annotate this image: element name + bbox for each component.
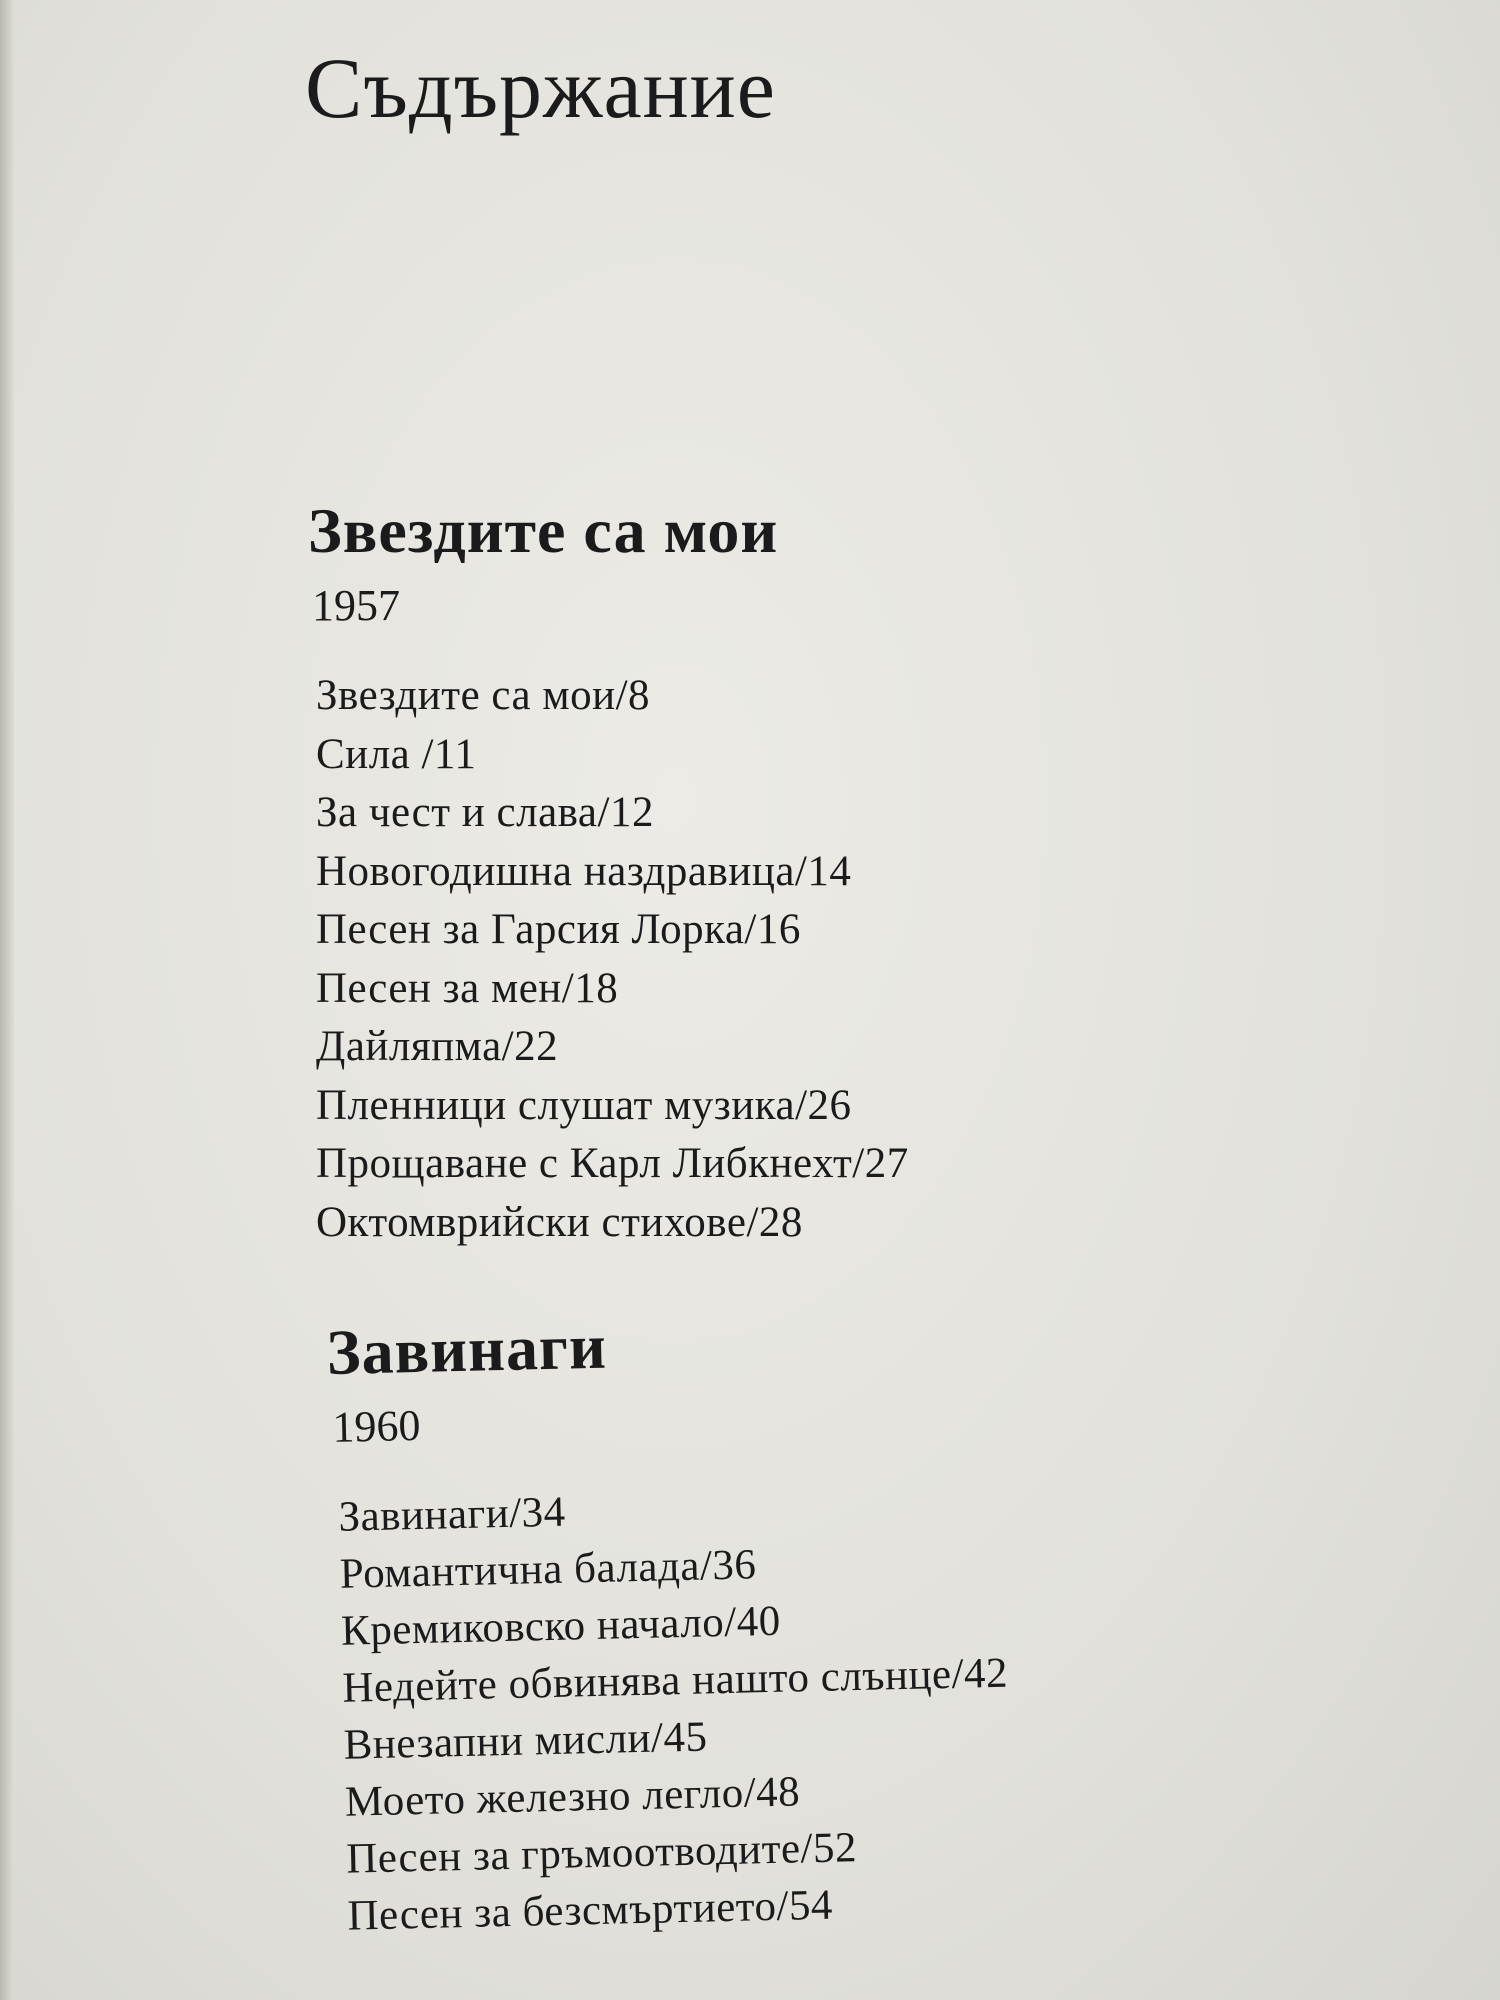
toc-entry: Прощаване с Карл Либкнехт/27 bbox=[316, 1140, 909, 1188]
toc-entry: Внезапни мисли/45 bbox=[343, 1713, 708, 1770]
toc-entry: Песен за Гарсия Лорка/16 bbox=[316, 906, 801, 954]
entry-list bbox=[330, 1474, 1014, 1945]
toc-entry: За чест и слава/12 bbox=[316, 789, 654, 837]
toc-entry: Пленници слушат музика/26 bbox=[316, 1081, 852, 1129]
toc-entry: Звездите са мои/8 bbox=[316, 672, 651, 720]
toc-entry: Сила /11 bbox=[316, 730, 477, 778]
section-title: Завинаги bbox=[325, 1310, 608, 1388]
toc-entry: Песен за безсмъртието/54 bbox=[347, 1882, 834, 1941]
section-title: Звездите са мои bbox=[308, 495, 779, 566]
toc-entry: Песен за мен/18 bbox=[316, 964, 619, 1012]
section-zvezdite-sa-moi bbox=[308, 496, 909, 1252]
section-year: 1957 bbox=[312, 581, 400, 631]
toc-entry: Кремиковско начало/40 bbox=[340, 1598, 782, 1656]
toc-entry: Песен за гръмоотводите/52 bbox=[345, 1824, 858, 1884]
toc-entry: Дайляпма/22 bbox=[316, 1023, 559, 1071]
toc-entry: Новогодишна наздравица/14 bbox=[316, 847, 852, 895]
section-zavinagi bbox=[326, 1303, 1014, 1946]
page-title: Съдържание bbox=[305, 40, 776, 136]
toc-entry: Октомврийски стихове/28 bbox=[316, 1198, 803, 1246]
section-year: 1960 bbox=[331, 1401, 422, 1453]
toc-entry: Моето железно легло/48 bbox=[344, 1768, 801, 1827]
entry-list bbox=[308, 667, 909, 1252]
binding-edge bbox=[0, 0, 14, 2000]
toc-entry: Недейте обвинява нашто слънце/42 bbox=[341, 1650, 1009, 1713]
toc-entry: Романтична балада/36 bbox=[339, 1541, 757, 1599]
toc-entry: Завинаги/34 bbox=[337, 1489, 567, 1542]
